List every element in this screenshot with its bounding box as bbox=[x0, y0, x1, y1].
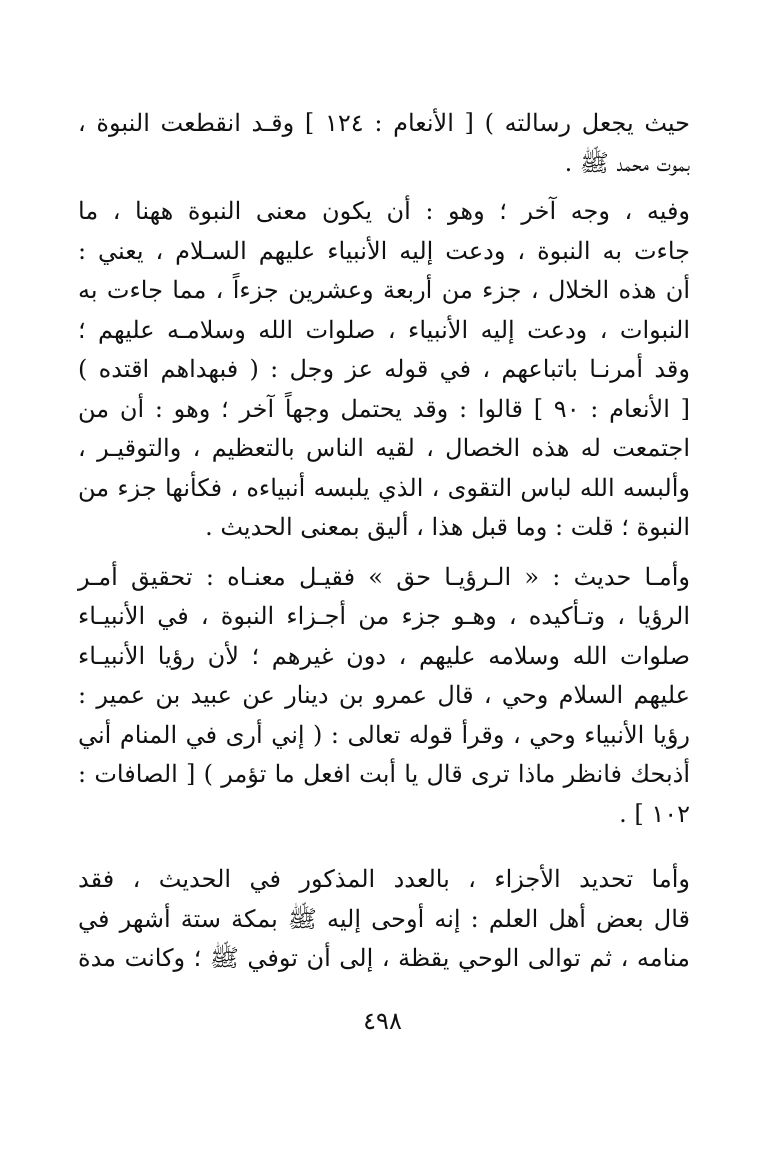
text-line: صلوات الله وسلامه عليهم ، دون غيرهم ؛ لأن رؤيا الأنبيـاء bbox=[78, 641, 690, 670]
paragraph-2 bbox=[78, 192, 690, 548]
text-line: أذبحك فانظر ماذا ترى قال يا أبت افعل ما تؤمر ) [ الصافات : bbox=[78, 760, 691, 788]
text-line: ١٠٢ ] . bbox=[619, 799, 690, 828]
paragraph-spacer bbox=[78, 183, 690, 192]
text-line: النبوة ؛ قلت : وما قبل هذا ، أليق بمعنى الحديث . bbox=[205, 513, 690, 541]
text-line: الرؤيا ، وتـأكيده ، وهـو جزء من أجـزاء النبوة ، في الأنبيـاء bbox=[78, 602, 690, 630]
paragraph-spacer bbox=[78, 834, 690, 860]
text-line: وألبسه الله لباس التقوى ، الذي يلبسه أنبياءه ، فكأنها جزء من bbox=[78, 473, 690, 502]
paragraph-3 bbox=[78, 558, 690, 835]
text-line: وفيه ، وجه آخر ؛ وهو : أن يكون معنى النبوة ههنا ، ما bbox=[78, 197, 690, 225]
text-line: بموت محمد ﷺ . bbox=[564, 148, 690, 177]
text-line: رؤيا الأنبياء وحي ، وقرأ قوله تعالى : ( إني أرى في المنام أني bbox=[78, 720, 690, 749]
paragraph-spacer bbox=[78, 548, 690, 558]
text-line: منامه ، ثم توالى الوحي يقظة ، إلى أن توفي ﷺ ؛ وكانت مدة bbox=[78, 944, 690, 972]
page-number: ٤٩٨ bbox=[363, 1007, 402, 1035]
text-line: اجتمعت له هذه الخصال ، لقيه الناس بالتعظيم ، والتوقيـر ، bbox=[78, 434, 690, 462]
text-line: وأما تحديد الأجزاء ، بالعدد المذكور في الحديث ، فقد bbox=[78, 865, 690, 893]
text-line: وقد أمرنـا باتباعهم ، في قوله عز وجل : ( فبهداهم اقتده ) bbox=[78, 355, 690, 383]
text-line: عليهم السلام وحي ، قال عمرو بن دينار عن عبيد بن عمير : bbox=[78, 681, 690, 709]
text-line: قال بعض أهل العلم : إنه أوحى إليه ﷺ بمكة ستة أشهر في bbox=[78, 904, 690, 933]
text-line: وأمـا حديث : « الـرؤيـا حق » فقيـل معنـاه : تحقيق أمـر bbox=[78, 562, 690, 591]
paragraph-4 bbox=[78, 860, 690, 979]
text-line: [ الأنعام : ٩٠ ] قالوا : وقد يحتمل وجهاً آخر ؛ وهو : أن من bbox=[78, 394, 690, 423]
text-line: أن هذه الخلال ، جزء من أربعة وعشرين جزءاً ، مما جاءت به bbox=[78, 276, 690, 304]
text-line: النبوات ، ودعت إليه الأنبياء ، صلوات الله وسلامـه عليهم ؛ bbox=[78, 315, 690, 344]
text-line: حيث يجعل رسالته ) [ الأنعام : ١٢٤ ] وقـد انقطعت النبوة ، bbox=[78, 109, 690, 137]
text-line: جاءت به النبوة ، ودعت إليه الأنبياء عليهم السـلام ، يعني : bbox=[78, 236, 690, 265]
document-page bbox=[78, 104, 690, 979]
paragraph-1 bbox=[78, 104, 690, 183]
